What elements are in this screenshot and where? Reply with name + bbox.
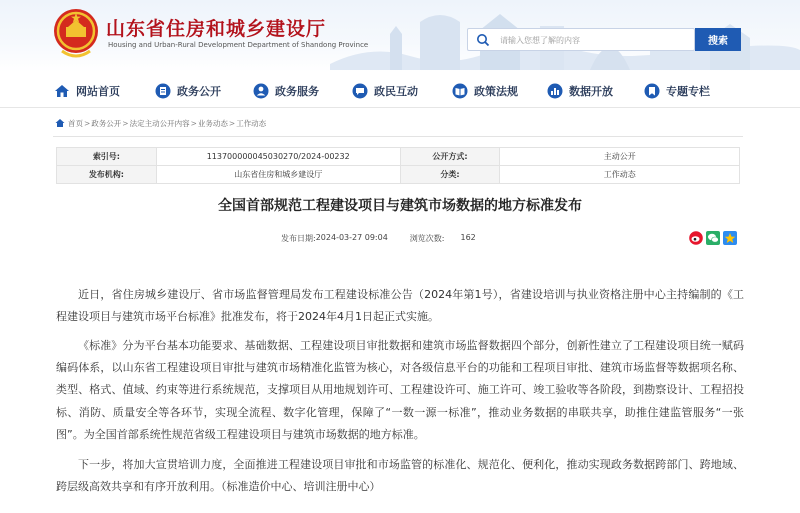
nav-label: 数据开放	[569, 85, 613, 98]
home-icon	[55, 118, 65, 128]
article-title: 全国首部规范工程建设项目与建筑市场数据的地方标准发布	[218, 198, 582, 214]
main-nav	[0, 72, 800, 108]
spacer	[388, 233, 410, 244]
public-method-value: 主动公开	[500, 148, 740, 166]
nav-item-special-topics[interactable]	[644, 82, 710, 100]
search-button[interactable]: 搜索	[695, 28, 741, 51]
breadcrumb-separator: >	[84, 118, 91, 128]
book-icon	[452, 83, 468, 99]
chat-icon	[352, 83, 368, 99]
breadcrumb-item-statutory-content[interactable]: 法定主动公开内容	[129, 118, 190, 128]
bookmark-icon	[644, 83, 660, 99]
article-info-bar	[281, 233, 476, 244]
nav-item-open-data[interactable]	[547, 82, 613, 100]
divider	[53, 136, 743, 137]
nav-label: 专题专栏	[666, 85, 710, 98]
metadata-table	[56, 147, 740, 184]
breadcrumb	[55, 116, 266, 130]
site-subtitle: Housing and Urban-Rural Development Department of Shandong Province	[108, 41, 369, 49]
site-header	[0, 0, 800, 72]
category-value: 工作动态	[500, 166, 740, 184]
public-method-label: 公开方式:	[400, 148, 500, 166]
breadcrumb-separator: >	[228, 118, 236, 128]
nav-item-policies[interactable]	[452, 82, 518, 100]
national-emblem-logo	[52, 7, 100, 59]
share-bar	[689, 231, 737, 245]
search-box	[467, 28, 695, 51]
paragraph: 《标准》分为平台基本功能要求、基础数据、工程建设项目审批数据和建筑市场监督数据四个部分，创新性建立了工程建设项目统一赋码编码体系，以山东省工程建设项目审批与建筑市场精准化监管为核心，对各级信息平台的功能和工程项目审批、建筑市场监督等数据项名称、类型、格式、值域、约束等进行系统规范，支撑项目从用地规划许可、工程建设许可、施工许可、竣工验收等各阶段，到勘察设计、工程招投标、消防、质量安全等各环节，实现全流程、数字化管理，保障了“一数一源一标准”，推动业务数据的串联共享，助推住建监管服务“一张图”。为全国首部系统性规范省级工程建设项目与建筑市场数据的地方标准。	[56, 339, 744, 441]
paragraph: 下一步，将加大宣贯培训力度，全面推进工程建设项目审批和市场监管的标准化、规范化、便利化，推动实现政务数据跨部门、跨地域、跨层级高效共享和有序开放利用。（标准造价中心、培训注册中心）	[56, 458, 744, 494]
table-row	[57, 166, 740, 184]
paragraph: 近日，省住房城乡建设厅、省市场监督管理局发布工程建设标准公告（2024年第1号），省建设培训与执业资格注册中心主持编制的《工程建设项目与建筑市场平台标准》批准发布，将于2024年4月1日起正式实施。	[56, 288, 744, 324]
publish-date-value: 2024-03-27 09:04	[315, 233, 388, 242]
nav-label: 政务公开	[177, 85, 221, 98]
spacer	[445, 233, 461, 244]
index-label: 索引号:	[57, 148, 157, 166]
nav-label: 政策法规	[474, 85, 518, 98]
chart-icon	[547, 83, 563, 99]
nav-item-home[interactable]	[54, 82, 120, 100]
search-icon	[476, 33, 490, 47]
nav-item-interaction[interactable]	[352, 82, 418, 100]
nav-item-services[interactable]	[253, 82, 319, 100]
document-icon	[155, 83, 171, 99]
view-count-value: 162	[460, 233, 476, 242]
breadcrumb-separator: >	[190, 118, 197, 128]
site-title: 山东省住房和城乡建设厅	[106, 18, 327, 40]
nav-label: 政务服务	[275, 85, 319, 98]
breadcrumb-item-work-news[interactable]: 工作动态	[236, 118, 267, 128]
wechat-icon[interactable]	[706, 231, 720, 245]
index-value: 11370000004503027​0/2024-00232	[156, 148, 400, 166]
issuer-label: 发布机构:	[57, 166, 157, 184]
table-row	[57, 148, 740, 166]
home-icon	[54, 83, 70, 99]
qzone-icon[interactable]	[723, 231, 737, 245]
view-count-label: 浏览次数:	[409, 234, 445, 243]
search-input[interactable]	[500, 32, 690, 48]
nav-item-public-affairs[interactable]	[155, 82, 221, 100]
nav-label: 政民互动	[374, 85, 418, 98]
weibo-icon[interactable]	[689, 231, 703, 245]
publish-date-label: 发布日期:	[281, 234, 316, 243]
service-icon	[253, 83, 269, 99]
issuer-value: 山东省住房和城乡建设厅	[156, 166, 400, 184]
breadcrumb-item-home[interactable]: 首页	[68, 118, 83, 128]
breadcrumb-item-public-affairs[interactable]: 政务公开	[91, 118, 122, 128]
breadcrumb-item-business-news[interactable]: 业务动态	[197, 118, 228, 128]
category-label: 分类:	[400, 166, 500, 184]
nav-label: 网站首页	[76, 85, 120, 98]
breadcrumb-separator: >	[122, 118, 129, 128]
